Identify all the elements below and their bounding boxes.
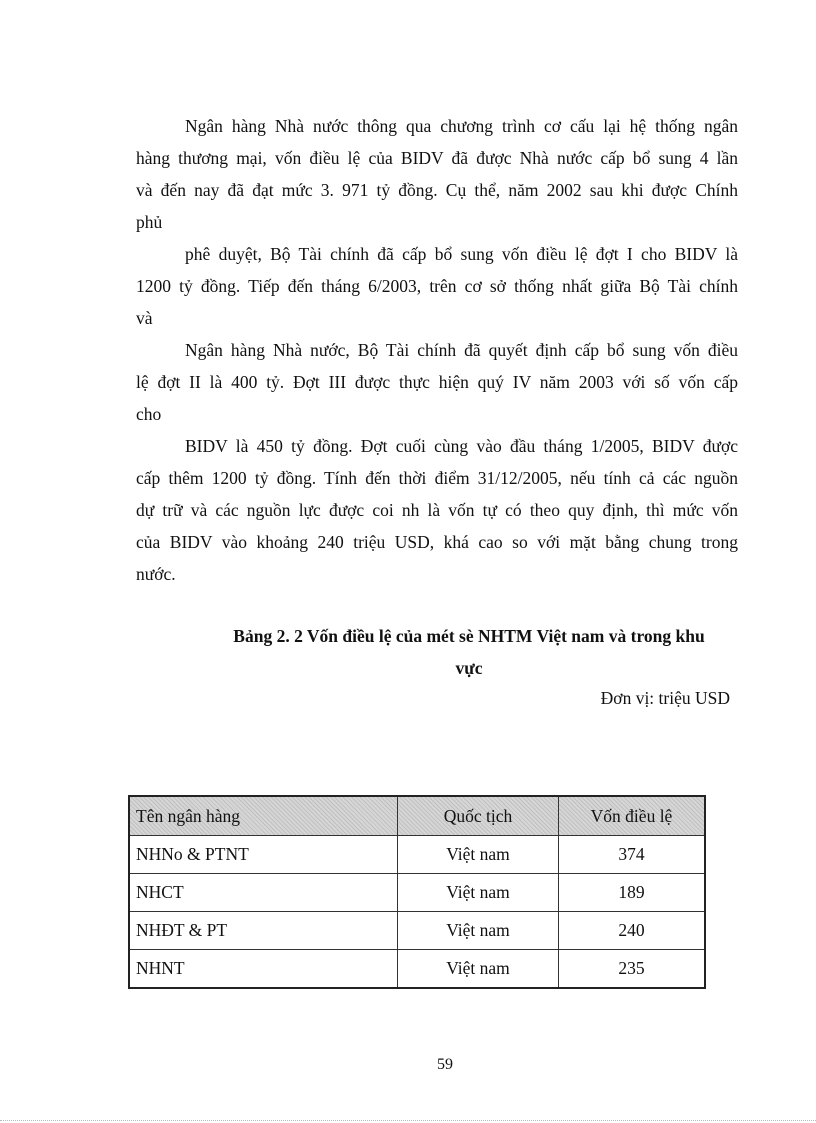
text-line: dự trữ và các nguồn lực được coi nh là vốn tự có theo quy định, thì mức vốn xyxy=(136,500,738,520)
capital-table xyxy=(128,795,706,989)
cell-bank-name: NHNT xyxy=(129,950,398,989)
text-line: 1200 tỷ đồng. Tiếp đến tháng 6/2003, trên cơ sở thống nhất giữa Bộ Tài chính xyxy=(136,276,738,296)
table-row xyxy=(129,950,705,989)
cell-capital: 235 xyxy=(559,950,706,989)
cell-nationality: Việt nam xyxy=(398,836,559,874)
text-line: BIDV là 450 tỷ đồng. Đợt cuối cùng vào đầu tháng 1/2005, BIDV được xyxy=(185,436,738,456)
cell-nationality: Việt nam xyxy=(398,950,559,989)
header-nationality: Quốc tịch xyxy=(398,796,559,836)
table-row xyxy=(129,874,705,912)
table-header-row xyxy=(129,796,705,836)
cell-bank-name: NHĐT & PT xyxy=(129,912,398,950)
cell-bank-name: NHNo & PTNT xyxy=(129,836,398,874)
header-charter-capital: Vốn điều lệ xyxy=(559,796,706,836)
text-line: Ngân hàng Nhà nước thông qua chương trình cơ cấu lại hệ thống ngân xyxy=(185,116,738,136)
table-row xyxy=(129,912,705,950)
cell-nationality: Việt nam xyxy=(398,874,559,912)
table-row xyxy=(129,836,705,874)
paragraph-1 xyxy=(136,110,738,238)
text-line: phủ xyxy=(136,212,163,232)
text-line: và đến nay đã đạt mức 3. 971 tỷ đồng. Cụ thể, năm 2002 sau khi được Chính xyxy=(136,180,738,200)
text-line: và xyxy=(136,308,153,328)
text-line: cấp thêm 1200 tỷ đồng. Tính đến thời điểm 31/12/2005, nếu tính cả các nguồn xyxy=(136,468,738,488)
paragraph-3 xyxy=(136,334,738,430)
text-line: lệ đợt II là 400 tỷ. Đợt III được thực hiện quý IV năm 2003 với số vốn cấp xyxy=(136,372,738,392)
text-line: nước. xyxy=(136,564,176,584)
table-title-line-2: vực xyxy=(455,658,483,678)
text-line: của BIDV vào khoảng 240 triệu USD, khá cao so với mặt bằng chung trong xyxy=(136,532,738,552)
cell-capital: 240 xyxy=(559,912,706,950)
text-line: Ngân hàng Nhà nước, Bộ Tài chính đã quyết định cấp bổ sung vốn điều xyxy=(185,340,738,360)
cell-capital: 374 xyxy=(559,836,706,874)
footer-divider xyxy=(0,1120,816,1121)
header-bank-name: Tên ngân hàng xyxy=(129,796,398,836)
cell-bank-name: NHCT xyxy=(129,874,398,912)
paragraph-2 xyxy=(136,238,738,334)
page-number: 59 xyxy=(437,1056,453,1073)
text-line: cho xyxy=(136,404,162,424)
text-line: hàng thương mại, vốn điều lệ của BIDV đã được Nhà nước cấp bổ sung 4 lần xyxy=(136,148,738,168)
cell-nationality: Việt nam xyxy=(398,912,559,950)
cell-capital: 189 xyxy=(559,874,706,912)
unit-note: Đơn vị: triệu USD xyxy=(600,688,730,708)
table-title xyxy=(196,620,742,684)
text-line: phê duyệt, Bộ Tài chính đã cấp bổ sung vốn điều lệ đợt I cho BIDV là xyxy=(185,244,738,264)
paragraph-4 xyxy=(136,430,738,590)
table-title-line-1: Bảng 2. 2 Vốn điều lệ của mét sè NHTM Việt nam và trong khu xyxy=(233,626,705,646)
